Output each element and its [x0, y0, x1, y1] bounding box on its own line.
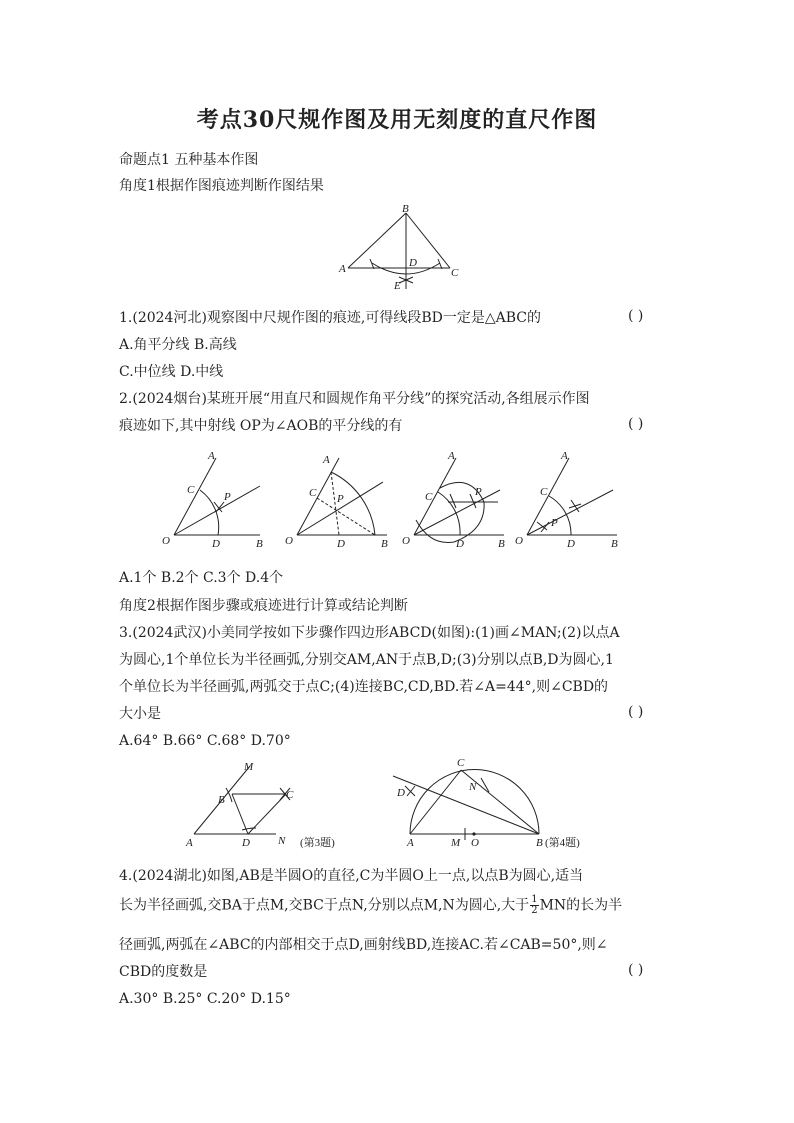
q2-answer-paren: ( ) [628, 416, 644, 432]
q2-stem-line1: 2.(2024烟台)某班开展“用直尺和圆规作角平分线”的探究活动,各组展示作图 [119, 391, 590, 407]
q2f1-label-c: C [187, 484, 195, 496]
q2f2-label-d: D [337, 538, 345, 550]
q2f3-label-p: P [475, 486, 482, 498]
q2f3-label-a: A [448, 450, 455, 462]
q4-label-m: M [451, 837, 461, 849]
q2f1-label-b: B [256, 538, 263, 550]
q4-line2-part1: 长为半径画弧,交BA于点M,交BC于点N,分别以点M,N为圆心,大于 [119, 897, 530, 914]
q3-answer-paren: ( ) [628, 704, 644, 720]
q2f4-label-p: P [551, 517, 558, 529]
q4-label-c: C [457, 757, 465, 769]
q2f1-label-p: P [224, 491, 231, 503]
q1-figure [330, 203, 470, 295]
q1-label-a: A [339, 263, 346, 275]
q2f1-label-a: A [208, 450, 215, 462]
q4-label-a: A [407, 837, 414, 849]
q4-label-b: B [536, 837, 543, 849]
q2f2-label-b: B [381, 538, 388, 550]
q1-stem: 1.(2024河北)观察图中尺规作图的痕迹,可得线段BD一定是△ABC的 [119, 310, 542, 326]
q3-caption: (第3题) [300, 837, 335, 849]
q4-label-d: D [397, 787, 405, 799]
q2f1-label-o: O [162, 535, 170, 547]
q3-label-a: A [186, 837, 193, 849]
q1-options-row2: C.中位线 D.中线 [119, 364, 224, 380]
q3-line2: 为圆心,1个单位长为半径画弧,分别交AM,AN于点B,D;(3)分别以点B,D为圆心,1 [119, 652, 614, 668]
q2f4-label-d: D [567, 538, 575, 550]
q3-options: A.64° B.66° C.68° D.70° [119, 733, 291, 749]
q2-figure-2 [283, 450, 398, 550]
q4-options: A.30° B.25° C.20° D.15° [119, 991, 291, 1007]
q2f3-label-c: C [425, 491, 433, 503]
q2-figure-1 [160, 450, 270, 550]
q2f4-label-a: A [561, 450, 568, 462]
q4-caption: (第4题) [545, 837, 580, 849]
q2f2-label-c: C [309, 487, 317, 499]
q4-frac-den: 2 [531, 905, 538, 916]
section-heading: 命题点1 五种基本作图 [119, 152, 259, 168]
q2f3-label-b: B [498, 538, 505, 550]
q4-line2-part2: MN的长为半 [539, 897, 623, 914]
q2f3-label-d: D [456, 538, 464, 550]
q1-label-c: C [451, 267, 459, 279]
page-title: 考点30尺规作图及用无刻度的直尺作图 [196, 107, 598, 133]
q4-line2 [119, 895, 622, 916]
q3-label-m: M [244, 761, 254, 773]
q4-answer-paren: ( ) [628, 962, 644, 978]
q3-line3: 个单位长为半径画弧,两弧交于点C;(4)连接BC,CD,BD.若∠A=44°,则∠CBD的 [119, 679, 609, 695]
q3-figure [180, 758, 370, 853]
q1-label-d: D [409, 257, 417, 269]
angle1-heading: 角度1根据作图痕迹判断作图结果 [119, 178, 324, 194]
q2f1-label-d: D [212, 538, 220, 550]
q2f2-label-o: O [285, 535, 293, 547]
q3-label-n: N [278, 835, 286, 847]
q1-answer-paren: ( ) [628, 308, 644, 324]
q4-fraction [530, 895, 538, 916]
q2f3-label-o: O [402, 535, 410, 547]
q4-figure [385, 752, 620, 852]
q2-figure-3 [400, 450, 515, 550]
q3-line4: 大小是 [119, 706, 161, 722]
q2f2-label-p: P [337, 493, 344, 505]
q4-line3: 径画弧,两弧在∠ABC的内部相交于点D,画射线BD,连接AC.若∠CAB=50°,则∠ [119, 937, 608, 953]
q2-stem-line2: 痕迹如下,其中射线 OP为∠AOB的平分线的有 [119, 418, 403, 434]
q3-line1: 3.(2024武汉)小美同学按如下步骤作四边形ABCD(如图):(1)画∠MAN;(2)以点A [119, 625, 620, 641]
q2-figure-4 [513, 450, 628, 550]
q2f2-label-a: A [323, 454, 330, 466]
angle2-heading: 角度2根据作图步骤或痕迹进行计算或结论判断 [119, 598, 408, 614]
q4-label-o: O [471, 837, 479, 849]
q4-line4: CBD的度数是 [119, 964, 208, 980]
q2f4-label-c: C [540, 486, 548, 498]
q2-options: A.1个 B.2个 C.3个 D.4个 [119, 570, 284, 586]
q4-line1: 4.(2024湖北)如图,AB是半圆O的直径,C为半圆O上一点,以点B为圆心,适当 [119, 868, 584, 884]
q1-options-row1: A.角平分线 B.高线 [119, 337, 237, 353]
q4-frac-num: 1 [531, 894, 538, 905]
q2f4-label-o: O [515, 535, 523, 547]
q3-label-d: D [242, 837, 250, 849]
q1-label-e: E [394, 280, 401, 292]
q2f4-label-b: B [611, 538, 618, 550]
q4-label-n: N [469, 781, 477, 793]
q3-label-b: B [218, 794, 225, 806]
q1-label-b: B [402, 203, 409, 215]
q3-label-c: C [286, 789, 294, 801]
